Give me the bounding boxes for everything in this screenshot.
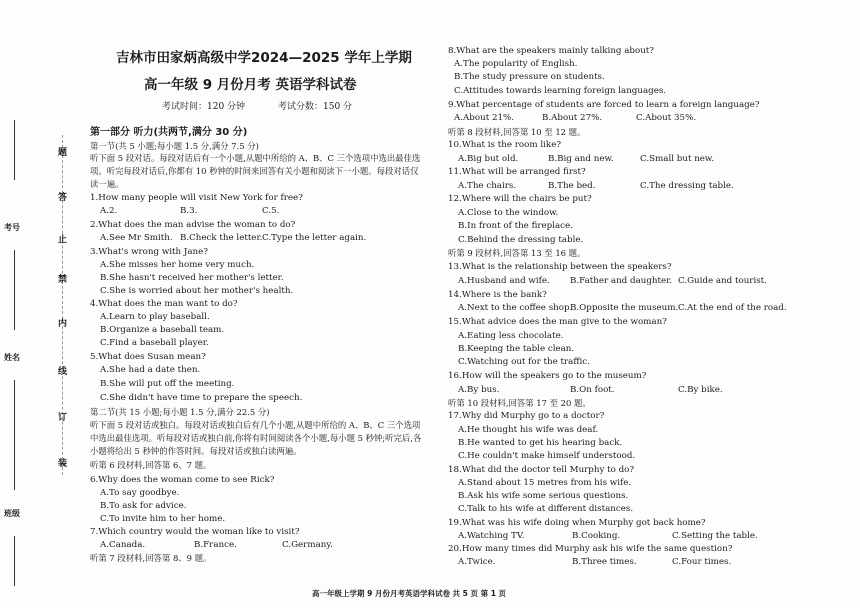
question-13: 13.What is the relationship between the speakers? — [448, 262, 672, 272]
option-14c[interactable]: C.At the end of the road. — [678, 303, 787, 313]
option-20c[interactable]: C.Four times. — [672, 557, 732, 567]
option-1a[interactable]: A.2. — [100, 206, 118, 216]
seal-line — [62, 135, 63, 475]
option-15a[interactable]: A.Eating less chocolate. — [458, 331, 564, 341]
exam-title-line2: 高一年级 9 月份月考 英语学科试卷 — [144, 77, 357, 93]
option-16b[interactable]: B.On foot. — [570, 385, 615, 395]
question-5: 5.What does Susan mean? — [90, 352, 206, 362]
section2-instruction: 小题将给出 5 秒钟的作答时间。每段对话或独白读两遍。 — [90, 446, 302, 456]
option-2c[interactable]: C.Type the letter again. — [262, 233, 367, 243]
section2-instruction: 听下面 5 段对话或独白。每段对话或独白后有几个小题,从题中所给的 A、B、C 三个选项 — [90, 420, 421, 430]
option-14b[interactable]: B.Opposite the museum. — [570, 303, 679, 313]
option-19c[interactable]: C.Setting the table. — [672, 531, 758, 541]
exam-title-line1: 吉林市田家炳高级中学2024—2025 学年上学期 — [116, 50, 412, 66]
option-17b[interactable]: B.He wanted to get his hearing back. — [458, 438, 623, 448]
exam-time: 考试时间：120 分钟 — [162, 102, 246, 112]
option-4c[interactable]: C.Find a baseball player. — [100, 338, 209, 348]
margin-rule — [14, 380, 15, 490]
option-9b[interactable]: B.About 27%. — [542, 113, 603, 123]
margin-rule — [14, 250, 15, 330]
option-10b[interactable]: B.Big and new. — [548, 154, 614, 164]
option-8a[interactable]: A.The popularity of English. — [454, 59, 578, 69]
option-15b[interactable]: B.Keeping the table clean. — [458, 344, 575, 354]
option-13a[interactable]: A.Husband and wife. — [458, 276, 550, 286]
option-12b[interactable]: B.In front of the fireplace. — [458, 221, 573, 231]
option-7a[interactable]: A.Canada. — [100, 540, 146, 550]
option-14a[interactable]: A.Next to the coffee shop. — [458, 303, 573, 313]
option-11c[interactable]: C.The dressing table. — [640, 181, 734, 191]
exam-score: 考试分数：150 分 — [278, 102, 353, 112]
option-12c[interactable]: C.Behind the dressing table. — [458, 235, 584, 245]
option-13b[interactable]: B.Father and daughter. — [570, 276, 673, 286]
option-18a[interactable]: A.Stand about 15 metres from his wife. — [458, 478, 632, 488]
seal-char: 线 — [58, 367, 68, 377]
option-5b[interactable]: B.She will put off the meeting. — [100, 379, 235, 389]
part1-heading: 第一部分 听力(共两节,满分 30 分) — [90, 127, 248, 138]
option-6b[interactable]: B.To ask for advice. — [100, 501, 187, 511]
section1-instruction: 听下面 5 段对话。每段对话后有一个小题,从题中所给的 A、B、C 三个选项中选出最佳选 — [90, 153, 421, 163]
question-7: 7.Which country would the woman like to visit? — [90, 527, 300, 537]
material-8-note: 听第 8 段材料,回答第 10 至 12 题。 — [448, 127, 586, 137]
question-18: 18.What did the doctor tell Murphy to do? — [448, 465, 635, 475]
name-label: 姓名 — [4, 352, 20, 362]
option-10a[interactable]: A.Big but old. — [458, 154, 519, 164]
option-11a[interactable]: A.The chairs. — [458, 181, 517, 191]
question-14: 14.Where is the bank? — [448, 290, 547, 300]
question-12: 12.Where will the chairs be put? — [448, 194, 592, 204]
option-4b[interactable]: B.Organize a baseball team. — [100, 325, 225, 335]
question-3: 3.What's wrong with Jane? — [90, 247, 208, 257]
material-10-note: 听第 10 段材料,回答第 17 至 20 题。 — [448, 398, 591, 408]
material-6-note: 听第 6 段材料,回答第 6、7 题。 — [90, 460, 212, 470]
option-17a[interactable]: A.He thought his wife was deaf. — [458, 425, 599, 435]
seal-char: 答 — [58, 193, 68, 203]
page-footer: 高一年级上学期 9 月份月考英语学科试卷 共 5 页 第 1 页 — [312, 589, 507, 598]
option-15c[interactable]: C.Watching out for the traffic. — [458, 357, 590, 367]
option-11b[interactable]: B.The bed. — [548, 181, 596, 191]
section1-instruction: 项。听完每段对话后,你都有 10 秒钟的时间来回答有关小题和阅读下一小题。每段对话仅 — [90, 166, 419, 176]
question-20: 20.How many times did Murphy ask his wife the same question? — [448, 544, 733, 554]
option-5c[interactable]: C.She didn't have time to prepare the speech. — [100, 393, 303, 403]
option-1c[interactable]: C.5. — [262, 206, 280, 216]
material-9-note: 听第 9 段材料,回答第 13 至 16 题。 — [448, 248, 586, 258]
option-1b[interactable]: B.3. — [180, 206, 198, 216]
question-17: 17.Why did Murphy go to a doctor? — [448, 411, 605, 421]
seal-char: 装 — [58, 459, 68, 469]
seal-char: 题 — [58, 148, 68, 158]
section1-instruction: 读一遍。 — [90, 179, 124, 189]
question-6: 6.Why does the woman come to see Rick? — [90, 475, 275, 485]
section1-heading: 第一节(共 5 小题;每小题 1.5 分,满分 7.5 分) — [90, 141, 259, 151]
option-16a[interactable]: A.By bus. — [458, 385, 500, 395]
question-4: 4.What does the man want to do? — [90, 299, 238, 309]
exam-no-label: 考号 — [4, 222, 20, 232]
margin-rule — [14, 536, 15, 586]
option-2b[interactable]: B.Check the letter. — [180, 233, 263, 243]
option-7c[interactable]: C.Germany. — [282, 540, 333, 550]
option-6c[interactable]: C.To invite him to her home. — [100, 514, 226, 524]
seal-char: 禁 — [58, 275, 68, 285]
option-3b[interactable]: B.She hasn't received her mother's letter. — [100, 273, 284, 283]
option-18b[interactable]: B.Ask his wife some serious questions. — [458, 491, 629, 501]
option-9a[interactable]: A.About 21%. — [454, 113, 515, 123]
question-16: 16.How will the speakers go to the museum? — [448, 371, 647, 381]
question-9: 9.What percentage of students are forced to learn a foreign language? — [448, 100, 760, 110]
option-7b[interactable]: B.France. — [194, 540, 237, 550]
question-2: 2.What does the man advise the woman to do? — [90, 220, 296, 230]
option-19b[interactable]: B.Cooking. — [572, 531, 621, 541]
section2-instruction: 中选出最佳选项。听每段对话或独白前,你将有时间阅读各个小题,每小题 5 秒钟;听完后,各 — [90, 433, 422, 443]
section2-heading: 第二节(共 15 小题;每小题 1.5 分,满分 22.5 分) — [90, 407, 270, 417]
binding-margin — [0, 0, 80, 608]
option-8b[interactable]: B.The study pressure on students. — [454, 72, 605, 82]
option-10c[interactable]: C.Small but new. — [640, 154, 715, 164]
question-1: 1.How many people will visit New York for free? — [90, 193, 303, 203]
option-12a[interactable]: A.Close to the window. — [458, 208, 559, 218]
question-8: 8.What are the speakers mainly talking about? — [448, 46, 654, 56]
option-9c[interactable]: C.About 35%. — [636, 113, 697, 123]
question-19: 19.What was his wife doing when Murphy got back home? — [448, 518, 706, 528]
option-16c[interactable]: C.By bike. — [678, 385, 723, 395]
option-5a[interactable]: A.She had a date then. — [100, 365, 201, 375]
option-8c[interactable]: C.Attitudes towards learning foreign languages. — [454, 86, 667, 96]
option-18c[interactable]: C.Talk to his wife at different distances. — [458, 504, 634, 514]
option-20b[interactable]: B.Three times. — [572, 557, 637, 567]
option-3a[interactable]: A.She misses her home very much. — [100, 260, 255, 270]
seal-char: 止 — [58, 235, 68, 245]
material-7-note: 听第 7 段材料,回答第 8、9 题。 — [90, 553, 212, 563]
option-3c[interactable]: C.She is worried about her mother's health. — [100, 286, 294, 296]
option-6a[interactable]: A.To say goodbye. — [100, 488, 180, 498]
question-10: 10.What is the room like? — [448, 140, 561, 150]
option-17c[interactable]: C.He couldn't make himself understood. — [458, 451, 636, 461]
question-11: 11.What will be arranged first? — [448, 167, 586, 177]
option-2a[interactable]: A.See Mr Smith. — [100, 233, 173, 243]
seal-char: 内 — [58, 319, 68, 329]
option-13c[interactable]: C.Guide and tourist. — [678, 276, 767, 286]
seal-char: 订 — [58, 413, 68, 423]
option-4a[interactable]: A.Learn to play baseball. — [100, 312, 210, 322]
margin-rule — [14, 120, 15, 180]
class-label: 班级 — [4, 508, 20, 518]
question-15: 15.What advice does the man give to the woman? — [448, 317, 667, 327]
option-19a[interactable]: A.Watching TV. — [458, 531, 525, 541]
option-20a[interactable]: A.Twice. — [458, 557, 496, 567]
